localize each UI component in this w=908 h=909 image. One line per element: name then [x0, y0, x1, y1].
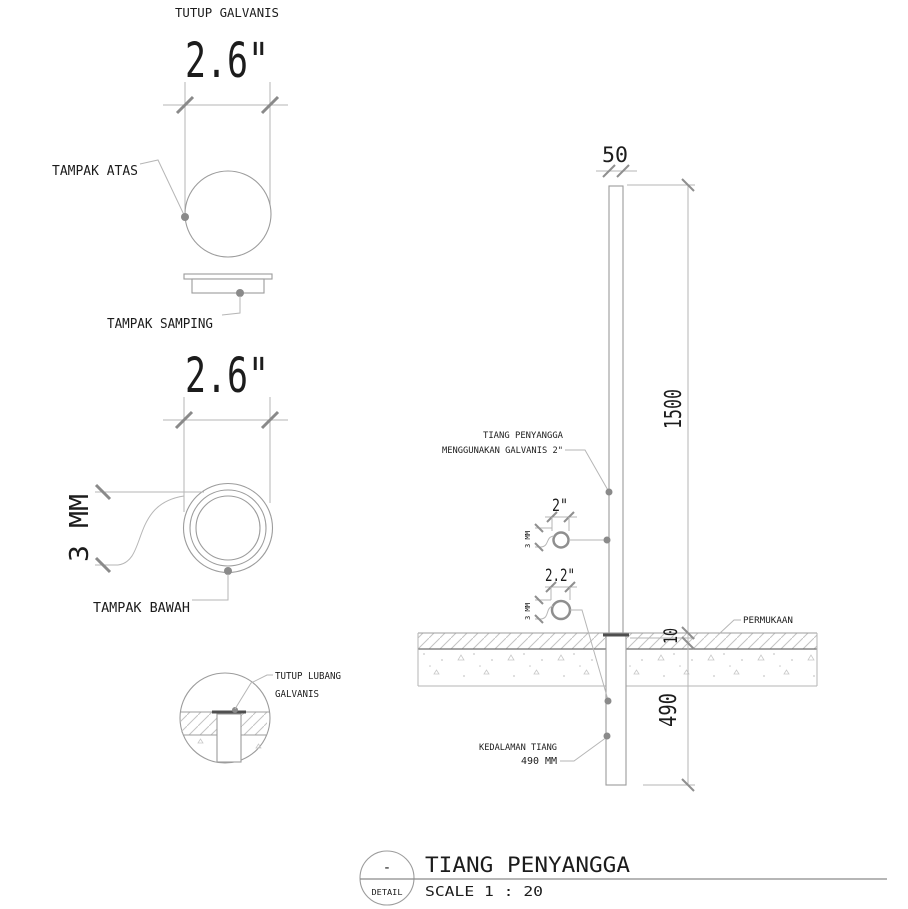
cap-ring-circles — [184, 484, 273, 573]
sheet-title: TIANG PENYANGGA — [425, 853, 631, 877]
surface-label: PERMUKAAN — [743, 616, 793, 626]
depth-note-line1: KEDALAMAN TIANG — [479, 743, 557, 753]
dimension-lines-bottom — [163, 397, 288, 512]
pole-note-line1: TIANG PENYANGGA — [483, 431, 564, 441]
cap-diameter-top-dim: 2.6" — [185, 33, 269, 89]
cap-body — [192, 279, 264, 293]
bottom-view-label: TAMPAK BAWAH — [93, 601, 190, 616]
pipe-large-thickness-label: 3 MM — [524, 603, 532, 620]
cap-header-label: TUTUP GALVANIS — [175, 6, 279, 20]
side-view-label: TAMPAK SAMPING — [107, 317, 214, 332]
cap-top-circle — [185, 171, 271, 257]
cap-top-view — [52, 6, 288, 257]
cap-side-view — [107, 274, 272, 332]
bubble-bottom-text: DETAIL — [371, 888, 403, 897]
pole-note-leader — [565, 450, 609, 492]
bubble-top-text: - — [382, 860, 392, 876]
side-view-leader-dot — [236, 289, 244, 297]
hole-detail — [180, 671, 341, 763]
surface-callout — [719, 616, 793, 634]
pipe-small-thickness-label: 3 MM — [524, 531, 532, 548]
detail-leader-dot — [232, 707, 238, 713]
pipe-small-dim: 2" — [552, 496, 568, 516]
hole-detail-label-2: GALVANIS — [275, 689, 320, 700]
pole-height-dims — [627, 179, 695, 791]
pole-width-dim — [596, 143, 637, 177]
dimension-lines-top — [163, 82, 288, 217]
depth-leader — [560, 737, 607, 761]
bottom-view-leader-dot — [224, 567, 232, 575]
pole-depth-value: 490 — [656, 685, 682, 727]
pole-above-ground — [609, 186, 623, 633]
cap-bottom-view — [65, 348, 288, 616]
top-view-leader-dot — [181, 213, 189, 221]
cap-flange — [184, 274, 272, 279]
wall-thickness-label: 3 MM — [65, 499, 95, 562]
top-view-leader — [140, 160, 185, 217]
surface-offset-value: 10 — [660, 621, 682, 644]
pipe-small-thickness-dim — [524, 524, 554, 551]
pipe-small-circle — [554, 533, 569, 548]
pole-below-ground — [606, 633, 626, 785]
top-view-label: TAMPAK ATAS — [52, 164, 138, 179]
bottom-view-leader — [192, 574, 228, 600]
pole-note — [442, 431, 613, 496]
hole-detail-label-1: TUTUP LUBANG — [275, 671, 342, 682]
sheet-scale: SCALE 1 : 20 — [425, 885, 543, 900]
depth-callout — [479, 733, 611, 768]
pole-note-line2: MENGGUNAKAN GALVANIS 2" — [442, 446, 563, 456]
title-block — [360, 851, 887, 905]
depth-note-line2: 490 MM — [521, 756, 557, 767]
pole-width-value: 50 — [602, 143, 628, 167]
pipe-large-circle — [552, 601, 570, 619]
pipe-large-dim: 2.2" — [545, 566, 575, 586]
side-view-leader — [222, 296, 240, 315]
pipe-small-detail — [524, 496, 611, 551]
cap-diameter-bottom-dim: 2.6" — [185, 348, 269, 404]
pipe-large-thickness-dim — [524, 596, 553, 623]
detail-pipe — [217, 714, 241, 762]
surface-leader — [719, 620, 741, 634]
pole-height-value: 1500 — [661, 373, 687, 429]
